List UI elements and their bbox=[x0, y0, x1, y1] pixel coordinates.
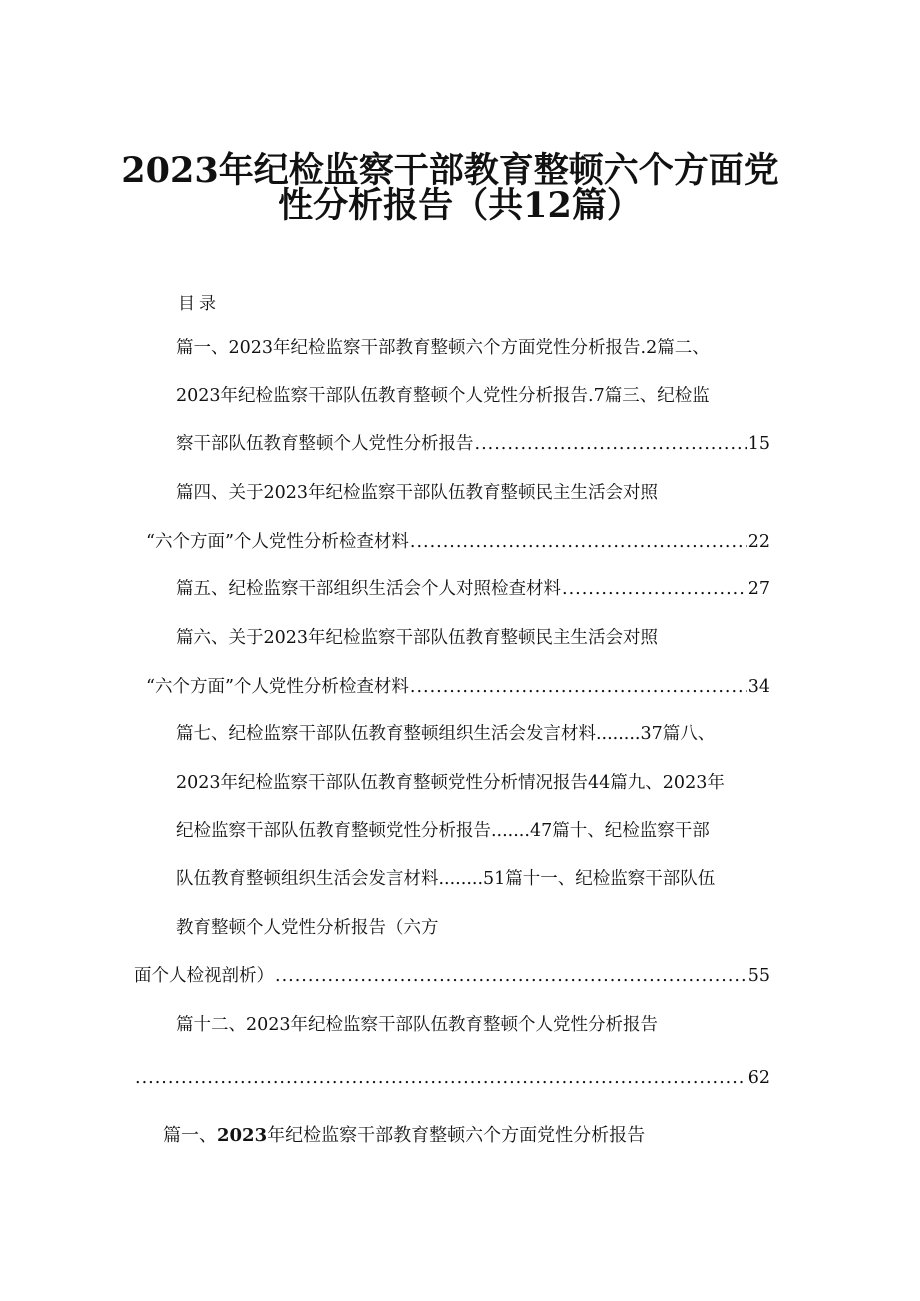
toc-leader-dots bbox=[275, 964, 747, 988]
toc-line-9 bbox=[176, 722, 788, 746]
toc-line-13 bbox=[176, 916, 788, 940]
toc-line-text: 教育整顿个人党性分析报告（六方 bbox=[176, 918, 439, 938]
toc-line-text: 队伍教育整顿组织生活会发言材料........51篇十一、纪检监察干部队伍 bbox=[176, 869, 716, 889]
toc-label: 目录 bbox=[178, 294, 220, 314]
toc-line-text: 面个人检视剖析） bbox=[134, 966, 274, 986]
toc-line-11 bbox=[176, 819, 788, 843]
toc-line-text: 篇四、关于2023年纪检监察干部队伍教育整顿民主生活会对照 bbox=[176, 483, 659, 503]
toc-line-text: 篇七、纪检监察干部队伍教育整顿组织生活会发言材料........37篇八、 bbox=[176, 724, 716, 744]
toc-page-number: 34 bbox=[747, 677, 770, 697]
toc-leader-dots bbox=[475, 432, 747, 456]
toc-line-text: 察干部队伍教育整顿个人党性分析报告 bbox=[176, 434, 474, 454]
toc-leader-dots bbox=[135, 1066, 747, 1090]
toc-leader-dots bbox=[410, 530, 747, 554]
toc-line-text: 2023年纪检监察干部队伍教育整顿党性分析情况报告44篇九、2023年 bbox=[176, 773, 725, 793]
toc-line-5[interactable] bbox=[146, 530, 770, 554]
toc-leader-dots bbox=[562, 577, 747, 601]
toc-line-text: 篇五、纪检监察干部组织生活会个人对照检查材料 bbox=[176, 579, 561, 599]
document-title-line-2: 性分析报告（共12篇） bbox=[278, 185, 642, 226]
toc-line-14[interactable] bbox=[134, 964, 770, 988]
section-heading-year: 2023 bbox=[217, 1125, 268, 1146]
section-heading bbox=[163, 1124, 645, 1148]
toc-page-number: 55 bbox=[747, 966, 770, 986]
toc-line-text: “六个方面”个人党性分析检查材料 bbox=[146, 677, 409, 697]
toc-line-3[interactable] bbox=[176, 432, 770, 456]
toc-line-6[interactable] bbox=[176, 577, 770, 601]
toc-page-number: 15 bbox=[747, 434, 770, 454]
toc-line-text: 2023年纪检监察干部队伍教育整顿个人党性分析报告.7篇三、纪检监 bbox=[176, 386, 710, 406]
toc-page-number: 22 bbox=[747, 532, 770, 552]
toc-line-text: “六个方面”个人党性分析检查材料 bbox=[146, 532, 409, 552]
toc-line-1 bbox=[176, 336, 788, 360]
document-title-line-1: 2023年纪检监察干部教育整顿六个方面党 bbox=[121, 150, 779, 191]
toc-page-number: 62 bbox=[747, 1068, 770, 1088]
section-heading-prefix: 篇一、 bbox=[163, 1125, 217, 1146]
toc-page-number: 27 bbox=[747, 579, 770, 599]
toc-line-10 bbox=[176, 771, 788, 795]
section-heading-rest: 年纪检监察干部教育整顿六个方面党性分析报告 bbox=[267, 1125, 646, 1146]
toc-line-text: 篇一、2023年纪检监察干部教育整顿六个方面党性分析报告.2篇二、 bbox=[176, 338, 710, 358]
toc-line-15 bbox=[176, 1013, 788, 1037]
toc-line-text: 篇十二、2023年纪检监察干部队伍教育整顿个人党性分析报告 bbox=[176, 1015, 659, 1035]
toc-line-12 bbox=[176, 867, 788, 891]
toc-line-7 bbox=[176, 626, 788, 650]
toc-line-text: 纪检监察干部队伍教育整顿党性分析报告.......47篇十、纪检监察干部 bbox=[176, 821, 710, 841]
toc-line-4 bbox=[176, 481, 788, 505]
toc-leader-dots bbox=[410, 675, 747, 699]
toc-line-text: 篇六、关于2023年纪检监察干部队伍教育整顿民主生活会对照 bbox=[176, 628, 659, 648]
toc-line-16[interactable] bbox=[134, 1066, 770, 1090]
toc-line-8[interactable] bbox=[146, 675, 770, 699]
toc-line-2 bbox=[176, 384, 788, 408]
